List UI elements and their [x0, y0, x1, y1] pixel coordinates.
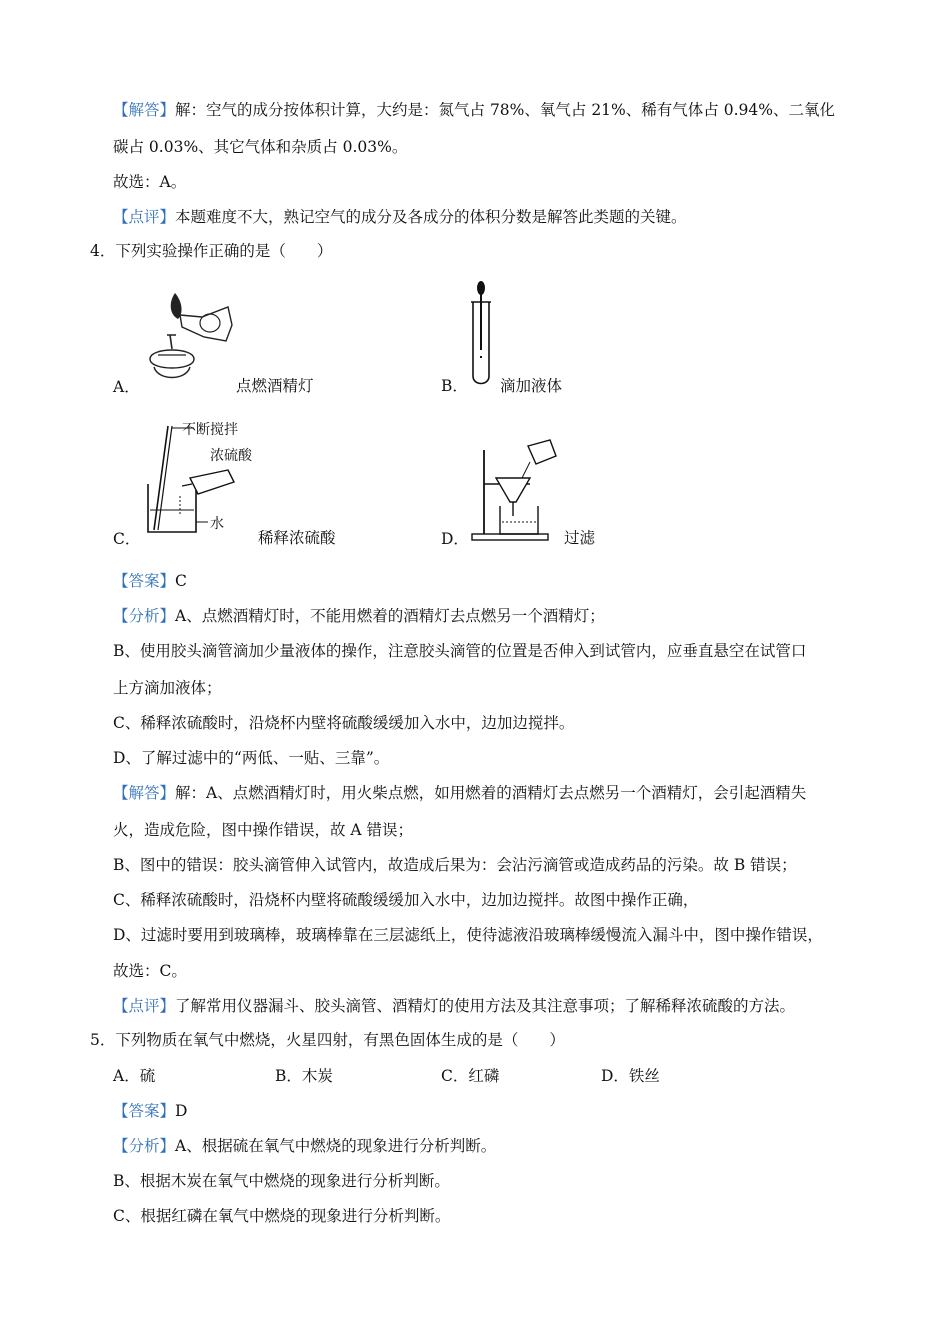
option-c-caption: 稀释浓硫酸 — [258, 529, 336, 547]
option-d-letter: D． — [441, 530, 469, 548]
filtration-figure — [470, 432, 560, 544]
q4-solution-line4: C、稀释浓硫酸时，沿烧杯内壁将硫酸缓缓加入水中，边加边搅拌。故图中操作正确， — [113, 891, 699, 909]
alcohol-lamp-body — [150, 350, 194, 368]
water-label: 水 — [210, 516, 224, 532]
q5-answer: 【答案】D — [113, 1102, 188, 1120]
q4-solution-line1: 【解答】解：A、点燃酒精灯时，用火柴点燃，如用燃着的酒精灯去点燃另一个酒精灯，会引起酒精失 — [113, 784, 807, 802]
acid-label: 浓硫酸 — [210, 448, 252, 464]
q3-solution-line1: 【解答】解：空气的成分按体积计算，大约是：氮气占 78%、氧气占 21%、稀有气体占 0.94%、二氧化 — [113, 101, 835, 119]
q4-solution-line3: B、图中的错误：胶头滴管伸入试管内，故造成后果为：会沾污滴管或造成药品的污染。故 B 错误； — [113, 856, 797, 874]
comment-tag: 【点评】 — [113, 208, 176, 226]
q4-comment: 【点评】了解常用仪器漏斗、胶头滴管、酒精灯的使用方法及其注意事项；了解稀释浓硫酸的方法。 — [113, 997, 796, 1015]
pouring-beaker — [528, 440, 556, 464]
q5-stem: 5．下列物质在氧气中燃烧，火星四射，有黑色固体生成的是（ ） — [90, 1031, 565, 1049]
q5-analysis-line1: 【分析】A、根据硫在氧气中燃烧的现象进行分析判断。 — [113, 1137, 497, 1155]
q3-answer-choice: 故选：A。 — [113, 173, 187, 191]
acid-bottle — [190, 470, 234, 494]
glass-rod — [154, 426, 168, 530]
q4-analysis-line1: 【分析】A、点燃酒精灯时，不能用燃着的酒精灯去点燃另一个酒精灯； — [113, 607, 605, 625]
dilution-figure — [138, 418, 258, 544]
q4-solution-line5: D、过滤时要用到玻璃棒，玻璃棒靠在三层滤纸上，使待滤液沿玻璃棒缓慢流入漏斗中，图中操作错误， — [113, 926, 823, 944]
analysis-tag: 【分析】 — [113, 1137, 176, 1155]
q5-analysis-line2: B、根据木炭在氧气中燃烧的现象进行分析判断。 — [113, 1172, 450, 1190]
q4-answer: 【答案】C — [113, 572, 187, 590]
dropper-bulb — [477, 281, 485, 295]
funnel — [496, 478, 530, 502]
q5-option-d: D．铁丝 — [601, 1067, 660, 1085]
option-b-letter: B． — [441, 377, 468, 395]
second-lamp — [180, 307, 232, 341]
q4-analysis-line4: C、稀释浓硫酸时，沿烧杯内壁将硫酸缓缓加入水中，边加边搅拌。 — [113, 714, 575, 732]
comment-tag: 【点评】 — [113, 997, 176, 1015]
analysis-tag: 【分析】 — [113, 607, 176, 625]
q3-comment: 【点评】本题难度不大，熟记空气的成分及各成分的体积分数是解答此类题的关键。 — [113, 208, 687, 226]
answer-tag: 【答案】 — [113, 572, 176, 590]
q4-analysis-line5: D、了解过滤中的“两低、一贴、三靠”。 — [113, 749, 390, 767]
q4-answer-choice: 故选：C。 — [113, 962, 187, 980]
q5-option-a: A．硫 — [113, 1067, 156, 1085]
lamp-lighting-figure — [140, 285, 240, 390]
q4-analysis-line2: B、使用胶头滴管滴加少量液体的操作，注意胶头滴管的位置是否伸入到试管内，应垂直悬空在试管口 — [113, 642, 807, 660]
solution-tag: 【解答】 — [113, 784, 176, 802]
q3-solution-line2: 碳占 0.03%、其它气体和杂质占 0.03%。 — [113, 138, 408, 156]
option-c-letter: C． — [113, 530, 141, 548]
option-a-letter: A． — [113, 378, 140, 396]
q4-analysis-line3: 上方滴加液体； — [113, 679, 222, 697]
q4-solution-line2: 火，造成危险，图中操作错误，故 A 错误； — [113, 821, 414, 839]
option-a-caption: 点燃酒精灯 — [236, 377, 314, 395]
receiving-beaker — [500, 506, 538, 534]
q5-option-b: B．木炭 — [275, 1067, 333, 1085]
solution-tag: 【解答】 — [113, 101, 176, 119]
q4-stem: 4．下列实验操作正确的是（ ） — [90, 242, 333, 260]
option-b-caption: 滴加液体 — [500, 377, 563, 395]
dropper-figure — [466, 280, 496, 390]
q5-option-c: C．红磷 — [441, 1067, 500, 1085]
option-d-caption: 过滤 — [564, 529, 596, 547]
q5-analysis-line3: C、根据红磷在氧气中燃烧的现象进行分析判断。 — [113, 1207, 451, 1225]
answer-tag: 【答案】 — [113, 1102, 176, 1120]
stir-label: 不断搅拌 — [182, 422, 238, 438]
